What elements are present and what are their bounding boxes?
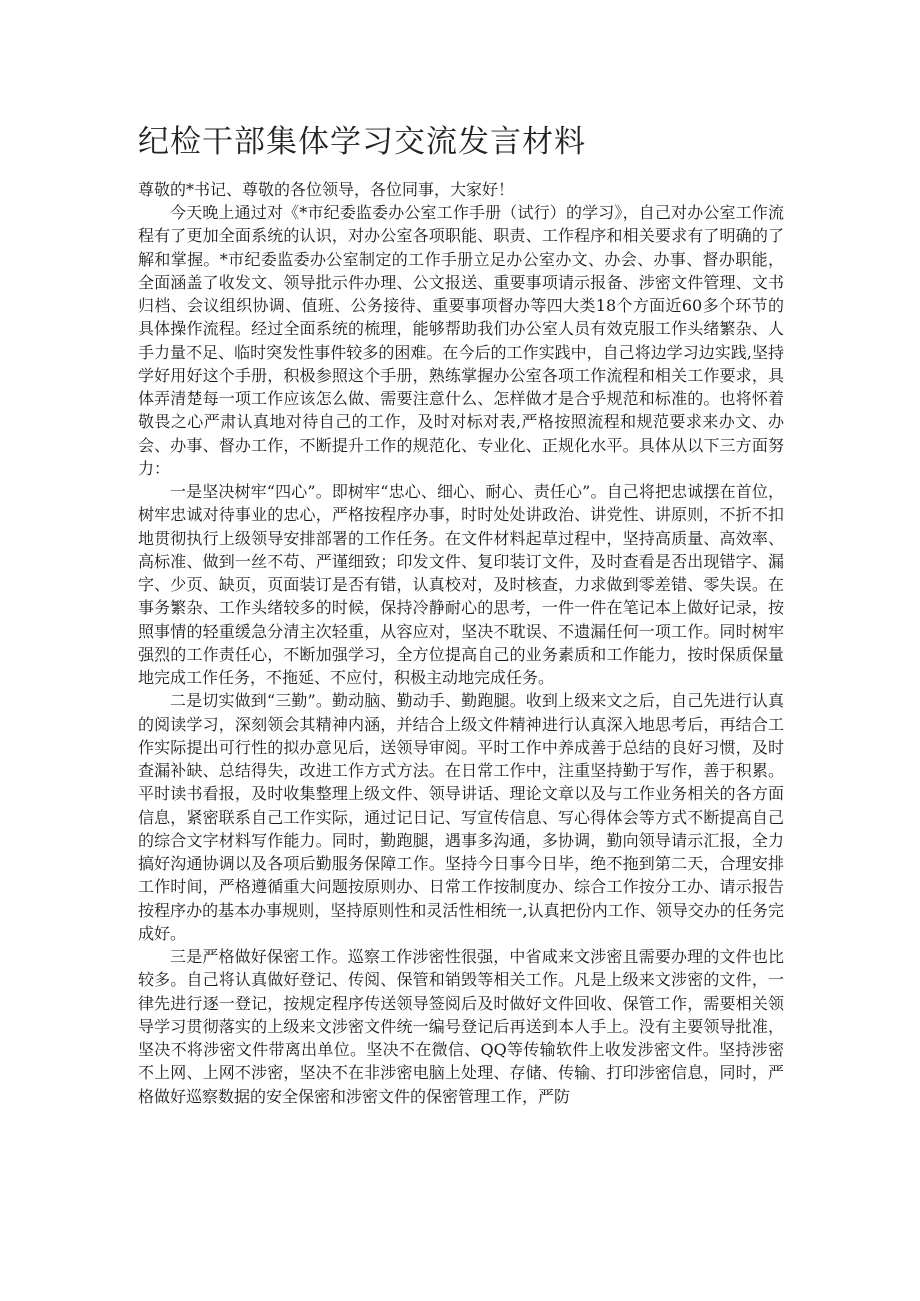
paragraph-three-diligences: 二是切实做到“三勤”。勤动脑、勤动手、勤跑腿。收到上级来文之后，自己先进行认真的阅读学习，深刻领会其精神内涵，并结合上级文件精神进行认真深入地思考后，再结合工作实际提出可行性的拟办意见后，送领导审阅。平时工作中养成善于总结的良好习惯，及时查漏补缺、总结得失，改进工作方式方法。在日常工作中，注重坚持勤于写作，善于积累。平时读书看报，及时收集整理上级文件、领导讲话、理论文章以及与工作业务相关的各方面信息，紧密联系自己工作实际，通过记日记、写宣传信息、写心得体会等方式不断提高自己的综合文字材料写作能力。同时，勤跑腿，遇事多沟通，多协调，勤向领导请示汇报，全力搞好沟通协调以及各项后勤服务保障工作。坚持今日事今日毕，绝不拖到第二天，合理安排工作时间，严格遵循重大问题按原则办、日常工作按制度办、综合工作按分工办、请示报告按程序办的基本办事规则，坚持原则性和灵活性相统一,认真把份内工作、领导交办的任务完成好。 — [138, 691, 784, 943]
paragraph-intro: 今天晚上通过对《*市纪委监委办公室工作手册（试行）的学习》，自己对办公室工作流程有了更加全面系统的认识，对办公室各项职能、职责、工作程序和相关要求有了明确的了解和掌握。*市纪委监委办公室制定的工作手册立足办公室办文、办会、办事、督办职能，全面涵盖了收发文、领导批示件办理、公文报送、重要事项请示报备、涉密文件管理、文书归档、会议组织协调、值班、公务接待、重要事项督办等四大类18个方面近60多个环节的具体操作流程。经过全面系统的梳理，能够帮助我们办公室人员有效克服工作头绪繁杂、人手力量不足、临时突发性事件较多的困难。在今后的工作实践中，自己将边学习边实践,坚持学好用好这个手册，积极参照这个手册，熟练掌握办公室各项工作流程和相关工作要求，具体弄清楚每一项工作应该怎么做、需要注意什么、怎样做才是合乎规范和标准的。也将怀着敬畏之心严肃认真地对待自己的工作，及时对标对表,严格按照流程和规范要求来办文、办会、办事、督办工作，不断提升工作的规范化、专业化、正规化水平。具体从以下三方面努力： — [138, 203, 784, 478]
paragraph-confidentiality: 三是严格做好保密工作。巡察工作涉密性很强，中省咸来文涉密且需要办理的文件也比较多。自己将认真做好登记、传阅、保管和销毁等相关工作。凡是上级来文涉密的文件，一律先进行逐一登记，按规定程序传送领导签阅后及时做好文件回收、保管工作，需要相关领导学习贯彻落实的上级来文涉密文件统一编号登记后再送到本人手上。没有主要领导批准，坚决不将涉密文件带离出单位。坚决不在微信、QQ等传输软件上收发涉密文件。坚持涉密不上网、上网不涉密，坚决不在非涉密电脑上处理、存储、传输、打印涉密信息，同时，严格做好巡察数据的安全保密和涉密文件的保密管理工作，严防 — [138, 947, 784, 1106]
paragraph-four-hearts: 一是坚决树牢“四心”。即树牢“忠心、细心、耐心、责任心”。自己将把忠诚摆在首位，树牢忠诚对待事业的忠心，严格按程序办事，时时处处讲政治、讲党性、讲原则，不折不扣地贯彻执行上级领导安排部署的工作任务。在文件材料起草过程中，坚持高质量、高效率、高标准、做到一丝不苟、严谨细致；印发文件、复印装订文件，及时查看是否出现错字、漏字、少页、缺页，页面装订是否有错，认真校对，及时核查，力求做到零差错、零失误。在事务繁杂、工作头绪较多的时候，保持冷静耐心的思考，一件一件在笔记本上做好记录，按照事情的轻重缓急分清主次轻重，从容应对，坚决不耽误、不遗漏任何一项工作。同时树牢强烈的工作责任心，不断加强学习，全方位提高自己的业务素质和工作能力，按时保质保量地完成工作任务，不拖延、不应付，积极主动地完成任务。 — [138, 482, 784, 687]
document-page — [138, 120, 784, 1108]
salutation: 尊敬的*书记、尊敬的各位领导，各位同事，大家好！ — [138, 180, 515, 199]
document-title: 纪检干部集体学习交流发言材料 — [138, 124, 586, 160]
